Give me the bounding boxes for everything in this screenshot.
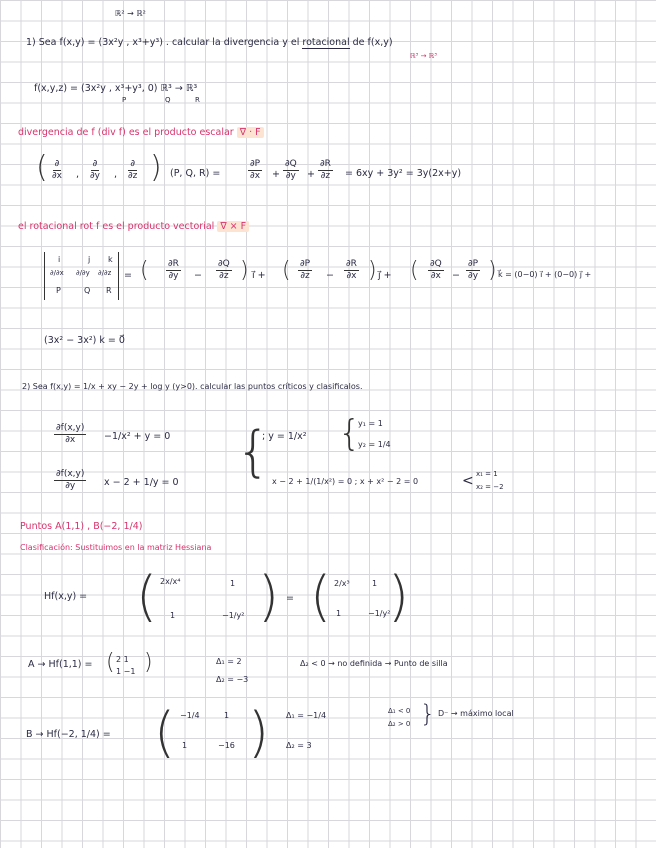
f-definition: f(x,y,z) = (3x²y , x³+y³, 0) ℝ³ → ℝ³ [34, 83, 198, 94]
pqr-vector: (P, Q, R) = [170, 168, 221, 179]
partial-x: ∂ ∂x [52, 159, 62, 181]
curl-final: (3x² − 3x²) k = 0⃗ [44, 335, 125, 346]
y1: y₁ = 1 [358, 419, 383, 428]
dq-dy: $\frac{\partial Q}{\partial y}$ [285, 159, 297, 181]
b-delta1: Δ₁ = −1/4 [286, 711, 327, 720]
b-delta2: Δ₂ = 3 [286, 741, 312, 750]
y2: y₂ = 1/4 [358, 440, 391, 449]
critical-points: Puntos A(1,1) , B(−2, 1/4) [20, 521, 143, 532]
dq-dz: $\frac{\partial Q}{\partial z}$ [218, 259, 230, 281]
a-conclusion: Δ₂ < 0 → no definida → Punto de silla [300, 659, 448, 668]
df-dx: $\frac{\partial f(x,y)}{\partial x}$ [56, 423, 85, 445]
curl-result: k⃗ = (0−0) i⃗ + (0−0) j⃗ + [498, 270, 592, 279]
rotacional-word: rotacional [302, 37, 350, 48]
rotational-description: el rotacional rot f es el producto vectorial ∇ × F [18, 222, 249, 232]
eq-df-dx: −1/x² + y = 0 [104, 431, 171, 442]
eq-df-dy: x − 2 + 1/y = 0 [104, 477, 179, 488]
quadratic: x − 2 + 1/(1/x²) = 0 ; x + x² − 2 = 0 [272, 477, 419, 486]
a-delta1: Δ₁ = 2 [216, 657, 242, 666]
dr-dx: $\frac{\partial R}{\partial x}$ [346, 259, 357, 281]
b-conclusion: D⁻ → máximo local [438, 709, 514, 718]
component-p: P [122, 96, 127, 104]
det-left-bar [44, 252, 45, 300]
b-cond1: Δ₁ < 0 [388, 707, 411, 715]
root-x2: x₂ = −2 [476, 483, 504, 491]
partial-y: ∂ ∂y [90, 159, 100, 181]
component-q: Q [165, 96, 171, 104]
dr-dz: $\frac{\partial R}{\partial z}$ [320, 159, 331, 181]
dp-dz: $\frac{\partial P}{\partial z}$ [300, 259, 311, 281]
paren-open: ( [36, 150, 48, 185]
nabla-dot-symbol: ∇ · F [237, 127, 264, 138]
problem-1-statement: 1) Sea f(x,y) = (3x²y , x³+y³) . calcular la divergencia y el rotacional de f(x,y) [26, 37, 393, 48]
problem-2-statement: 2) Sea f(x,y) = 1/x + xy − 2y + log y (y>0). calcular las puntos críticos y clasificalos. [22, 382, 363, 391]
nabla-cross-symbol: ∇ × F [217, 221, 249, 232]
substitution: ; y = 1/x² [262, 431, 307, 442]
domain-mapping: ℝ² → ℝ² [115, 9, 146, 18]
dq-dx: $\frac{\partial Q}{\partial x}$ [430, 259, 442, 281]
dr-dy: $\frac{\partial R}{\partial y}$ [168, 259, 179, 281]
paren-close: ) [150, 150, 162, 185]
divergence-description: divergencia de f (div f) es el producto escalar ∇ · F [18, 128, 264, 138]
component-r: R [195, 96, 200, 104]
dp-dy: $\frac{\partial P}{\partial y}$ [468, 259, 479, 281]
classification-note: Clasificación: Sustituimos en la matriz Hessiana [20, 543, 212, 552]
point-b-hessian: B → Hf(−2, 1/4) = [26, 729, 111, 740]
df-dy: $\frac{\partial f(x,y)}{\partial y}$ [56, 469, 85, 491]
b-cond2: Δ₂ > 0 [388, 720, 411, 728]
partial-z: ∂ ∂z [128, 159, 138, 181]
hessian-label: Hf(x,y) = [44, 591, 88, 602]
point-a-hessian: A → Hf(1,1) = [28, 659, 93, 670]
divergence-result: = 6xy + 3y² = 3y(2x+y) [345, 168, 462, 179]
root-x1: x₁ = 1 [476, 470, 498, 478]
det-right-bar [118, 252, 119, 300]
system-brace: { [236, 420, 271, 483]
dp-dx: $\frac{\partial P}{\partial x}$ [250, 159, 261, 181]
rotacional-note: ℝ³ → ℝ³ [410, 52, 438, 60]
a-delta2: Δ₂ = −3 [216, 675, 249, 684]
